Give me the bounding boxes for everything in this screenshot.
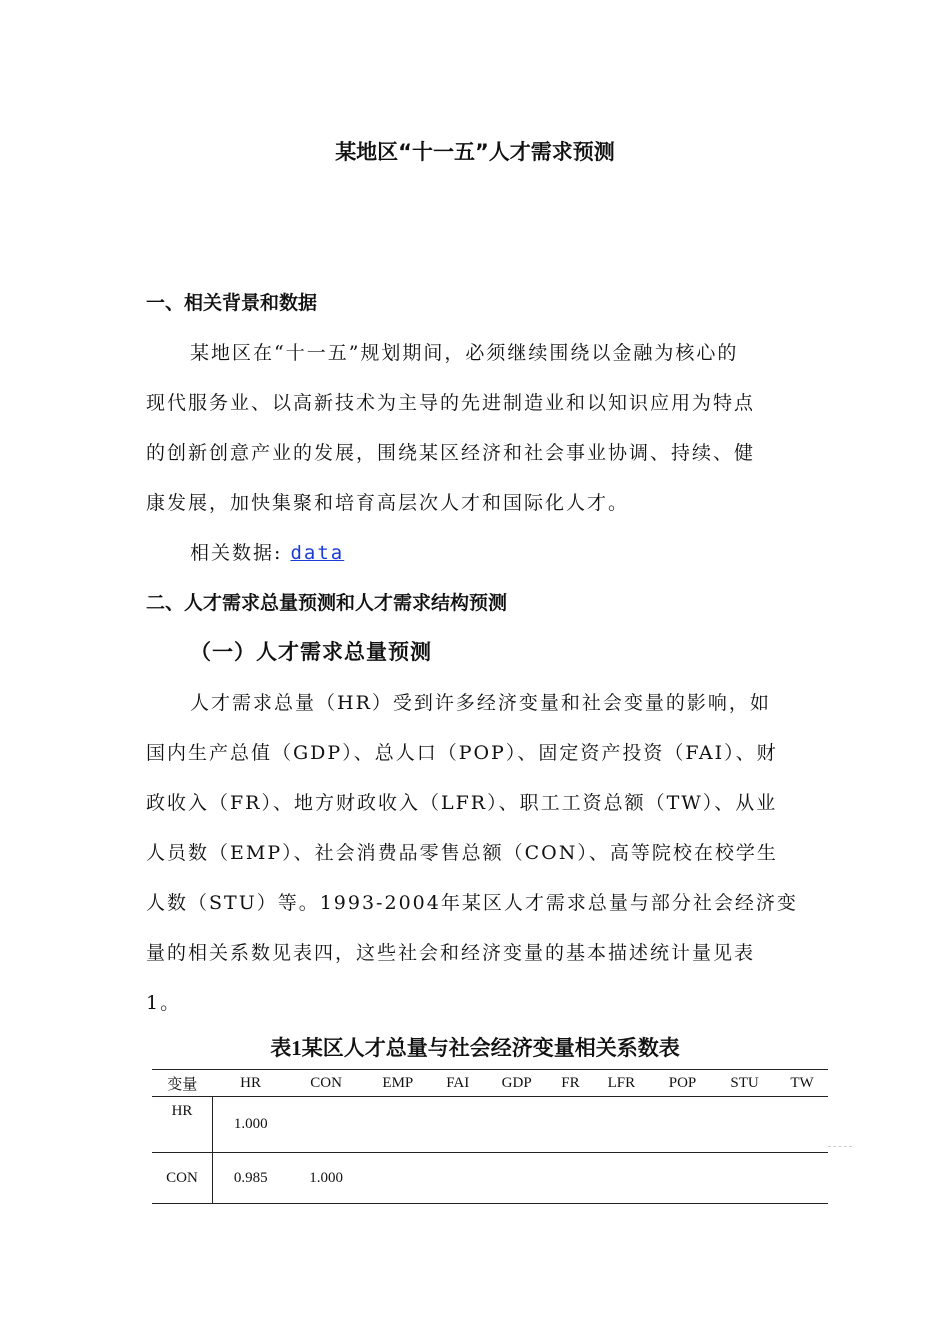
table-cell (591, 1153, 652, 1204)
header-cell: STU (713, 1070, 776, 1097)
paragraph-line: 量的相关系数见表四，这些社会和经济变量的基本描述统计量见表 (146, 942, 756, 964)
table-cell (483, 1097, 550, 1153)
header-cell: LFR (591, 1070, 652, 1097)
table-cell (550, 1097, 591, 1153)
table-cell (652, 1153, 713, 1204)
paragraph-line: 人员数（EMP）、社会消费品零售总额（CON）、高等院校在校学生 (146, 842, 778, 864)
table-cell: 0.985 (213, 1153, 289, 1204)
table-cell (776, 1153, 828, 1204)
header-cell: FR (550, 1070, 591, 1097)
table-edge-divider (828, 1146, 852, 1147)
paragraph-line: 人才需求总量（HR）受到许多经济变量和社会变量的影响，如 (190, 692, 771, 714)
table-cell (289, 1097, 364, 1153)
table-cell (776, 1097, 828, 1153)
table-cell (432, 1153, 483, 1204)
paragraph-line: 国内生产总值（GDP）、总人口（POP）、固定资产投资（FAI）、财 (146, 742, 778, 764)
paragraph-line: 政收入（FR）、地方财政收入（LFR）、职工工资总额（TW）、从业 (146, 792, 778, 814)
header-cell: FAI (432, 1070, 483, 1097)
table-cell (483, 1153, 550, 1204)
table-cell (432, 1097, 483, 1153)
table-row (152, 1153, 828, 1204)
table-caption: 表1某区人才总量与社会经济变量相关系数表 (270, 1036, 680, 1060)
header-cell: GDP (483, 1070, 550, 1097)
table-cell (713, 1097, 776, 1153)
row-header-cell: CON (152, 1153, 213, 1204)
header-cell: CON (289, 1070, 364, 1097)
header-cell: 变量 (152, 1070, 213, 1097)
data-link[interactable]: data (290, 542, 345, 564)
header-cell: POP (652, 1070, 713, 1097)
table-cell (364, 1153, 433, 1204)
table-header-row (152, 1070, 828, 1097)
table-cell (652, 1097, 713, 1153)
table-cell (550, 1153, 591, 1204)
paragraph-line: 某地区在“十一五”规划期间，必须继续围绕以金融为核心的 (190, 342, 739, 364)
related-data-label: 相关数据: (190, 542, 283, 564)
related-data-line (190, 538, 344, 565)
table-cell (591, 1097, 652, 1153)
section2-subheading: （一）人才需求总量预测 (190, 640, 432, 664)
row-header-cell: HR (152, 1097, 213, 1153)
header-cell: EMP (364, 1070, 433, 1097)
correlation-table (152, 1069, 828, 1204)
paragraph-line: 康发展，加快集聚和培育高层次人才和国际化人才。 (146, 492, 630, 514)
paragraph-line: 现代服务业、以高新技术为主导的先进制造业和以知识应用为特点 (146, 392, 756, 414)
table-cell (364, 1097, 433, 1153)
table-cell: 1.000 (213, 1097, 289, 1153)
table-cell (713, 1153, 776, 1204)
table-cell: 1.000 (289, 1153, 364, 1204)
section2-heading: 二、人才需求总量预测和人才需求结构预测 (146, 592, 508, 614)
paragraph-line: 人数（STU）等。1993-2004年某区人才需求总量与部分社会经济变 (146, 892, 798, 914)
document-title: 某地区“十一五”人才需求预测 (335, 140, 615, 164)
table-row (152, 1097, 828, 1153)
header-cell: TW (776, 1070, 828, 1097)
paragraph-line: 的创新创意产业的发展，围绕某区经济和社会事业协调、持续、健 (146, 442, 756, 464)
section1-heading: 一、相关背景和数据 (146, 292, 318, 314)
header-cell: HR (213, 1070, 289, 1097)
paragraph-line: 1。 (146, 992, 182, 1014)
